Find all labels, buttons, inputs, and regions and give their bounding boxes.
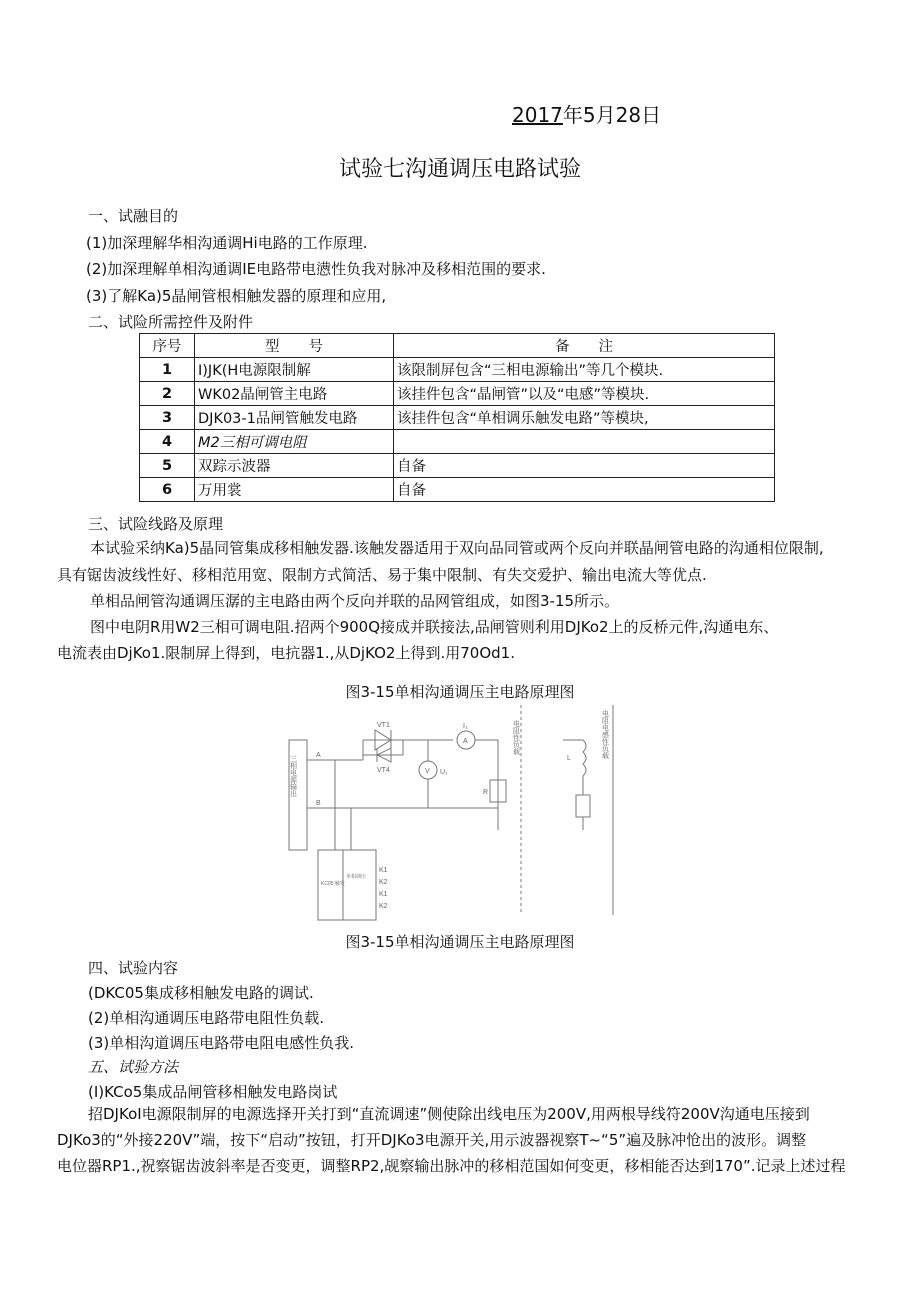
inductor-label: L bbox=[567, 755, 571, 762]
table-cell: 自备 bbox=[394, 454, 775, 478]
node-b-label: B bbox=[316, 800, 321, 807]
figure-caption-bottom: 图3-15单相沟通调压主电路原理图 bbox=[345, 933, 575, 951]
table-cell: 4 bbox=[140, 430, 195, 454]
vt4-label: VT4 bbox=[377, 767, 390, 774]
table-cell: 双踪示波器 bbox=[195, 454, 394, 478]
inductive-load-label: 电阻电感性负载 bbox=[601, 710, 609, 759]
inductor-symbol bbox=[583, 740, 586, 776]
table-cell: 该挂件包含“单相调乐触发电路”等模块, bbox=[394, 406, 775, 430]
node-a-label: A bbox=[316, 752, 321, 759]
section1-item-2: (2)加深理解单相沟通调IE电路带电懑性负我对脉冲及移相范围的要求. bbox=[86, 260, 546, 278]
table-cell: 该挂件包含“晶闸管”以及“电感”等模块. bbox=[394, 382, 775, 406]
document-title: 试验七沟通调压电路试验 bbox=[338, 157, 581, 182]
section4-heading: 四、试验内容 bbox=[88, 959, 179, 977]
section5-sub1: (I)KCo5集成品闸管移相触发电路岗试 bbox=[88, 1083, 338, 1101]
section3-para3-line2: 电流表由DjKo1.限制屏上得到，电抗器1.,从DjKO2上得到.用70Od1. bbox=[57, 644, 515, 662]
table-header-cell: 型 号 bbox=[195, 334, 394, 358]
table-cell bbox=[394, 430, 775, 454]
ammeter-label: A bbox=[463, 738, 468, 745]
table-header-cell: 备 注 bbox=[394, 334, 775, 358]
table-cell: 5 bbox=[140, 454, 195, 478]
k2-label: K2 bbox=[379, 879, 388, 886]
section1-item-1: (1)加深理解华相沟通调Hi电路的工作原理. bbox=[86, 234, 368, 252]
table-cell: DJK03-1品闸管触发电路 bbox=[195, 406, 394, 430]
parts-table bbox=[139, 333, 775, 502]
source-label: 三相电源输出 bbox=[289, 755, 297, 797]
section5-para-line1: 招DJKoI电源限制屏的电源选择开关打到“直流调速”侧使除出线电压为200V,用两根导线符200V沟通电压接到 bbox=[88, 1105, 810, 1123]
trigger-box-label-2: 单相调压 bbox=[346, 874, 367, 880]
date-year: 2017 bbox=[512, 103, 563, 127]
section4-item-1: (DKC05集成移相触发电路的调试. bbox=[88, 984, 314, 1002]
u1-label: U₁ bbox=[440, 769, 448, 776]
table-header-row bbox=[140, 334, 775, 358]
section5-heading: 五、试验方法 bbox=[88, 1058, 179, 1076]
section1-heading: 一、试融目的 bbox=[88, 207, 179, 225]
figure-caption-top: 图3-15单相沟通调压主电路原理图 bbox=[345, 683, 575, 701]
table-row bbox=[140, 430, 775, 454]
document-date bbox=[512, 99, 661, 128]
resistor-label: R bbox=[483, 789, 489, 796]
k1-label: K1 bbox=[379, 867, 388, 874]
table-header-cell: 序号 bbox=[140, 334, 195, 358]
section3-para3-line1: 图中电阴R用W2三相可调电阻.招两个900Q接成并联接法,品闸管则利用DJKo2上的反桥元件,沟通电东、 bbox=[90, 618, 779, 636]
table-cell: 3 bbox=[140, 406, 195, 430]
table-row bbox=[140, 382, 775, 406]
section1-item-3: (3)了解Ka)5晶闸管根相触发器的原理和应用, bbox=[86, 287, 387, 305]
k3-label: K1 bbox=[379, 891, 388, 898]
date-rest: 年5月28日 bbox=[562, 103, 662, 127]
resistive-load-label: 电阻性负载 bbox=[512, 720, 520, 755]
section3-heading: 三、试险线路及原理 bbox=[88, 515, 224, 533]
table-cell: 万用裳 bbox=[195, 478, 394, 502]
table-row bbox=[140, 454, 775, 478]
table-cell: I)JK(H电源限制解 bbox=[195, 358, 394, 382]
table-cell: 2 bbox=[140, 382, 195, 406]
resistor-2-symbol bbox=[576, 795, 590, 817]
section4-item-2: (2)单相沟通调压电路带电阻性负载. bbox=[88, 1009, 325, 1027]
section3-para1-line2: 具有锯齿波线性好、移相范用宽、限制方式简活、易于集中限制、有失交爱护、输出电流大等优点. bbox=[57, 566, 707, 584]
vt1-label: VT1 bbox=[377, 722, 390, 729]
circuit-diagram bbox=[283, 700, 628, 922]
k4-label: K2 bbox=[379, 903, 388, 910]
table-cell: 6 bbox=[140, 478, 195, 502]
voltmeter-label: V bbox=[425, 768, 430, 775]
section5-para-line2: DJKo3的“外接220V”端，按下“启动”按钮，打开DJKo3电源开关,用示波器视察T~“5”遍及脉冲怆出的波形。调整 bbox=[57, 1131, 807, 1149]
table-row bbox=[140, 358, 775, 382]
section5-para-line3: 电位器RP1.,祝察锯齿波斜率是否变更，调整RP2,觇察输出脉冲的移相范国如何变更，移相能否达到170”.记录上述过程 bbox=[57, 1157, 846, 1175]
table-cell: WK02晶闸管主电路 bbox=[195, 382, 394, 406]
section2-heading: 二、试险所需控件及附件 bbox=[88, 313, 254, 331]
table-row bbox=[140, 406, 775, 430]
table-cell: M2三相可调电阻 bbox=[195, 430, 394, 454]
trigger-box-label: KC05 触发 bbox=[321, 881, 345, 887]
table-cell: 自备 bbox=[394, 478, 775, 502]
i1-label: I₁ bbox=[463, 723, 468, 730]
section3-para2: 单相品闸管沟通调压潺的主电路由两个反向并联的品网管组成，如图3-15所示。 bbox=[90, 592, 620, 610]
section4-item-3: (3)单相沟道调压电路带电阻电感性负我. bbox=[88, 1034, 355, 1052]
section3-para1-line1: 本试验采纳Ka)5晶同管集成移相触发器.该触发器适用于双向品同管或两个反向并联晶闸管电路的沟通相位限制, bbox=[90, 539, 824, 557]
table-row bbox=[140, 478, 775, 502]
table-cell: 1 bbox=[140, 358, 195, 382]
table-cell: 该限制屏包含“三相电源输出”等几个模块. bbox=[394, 358, 775, 382]
